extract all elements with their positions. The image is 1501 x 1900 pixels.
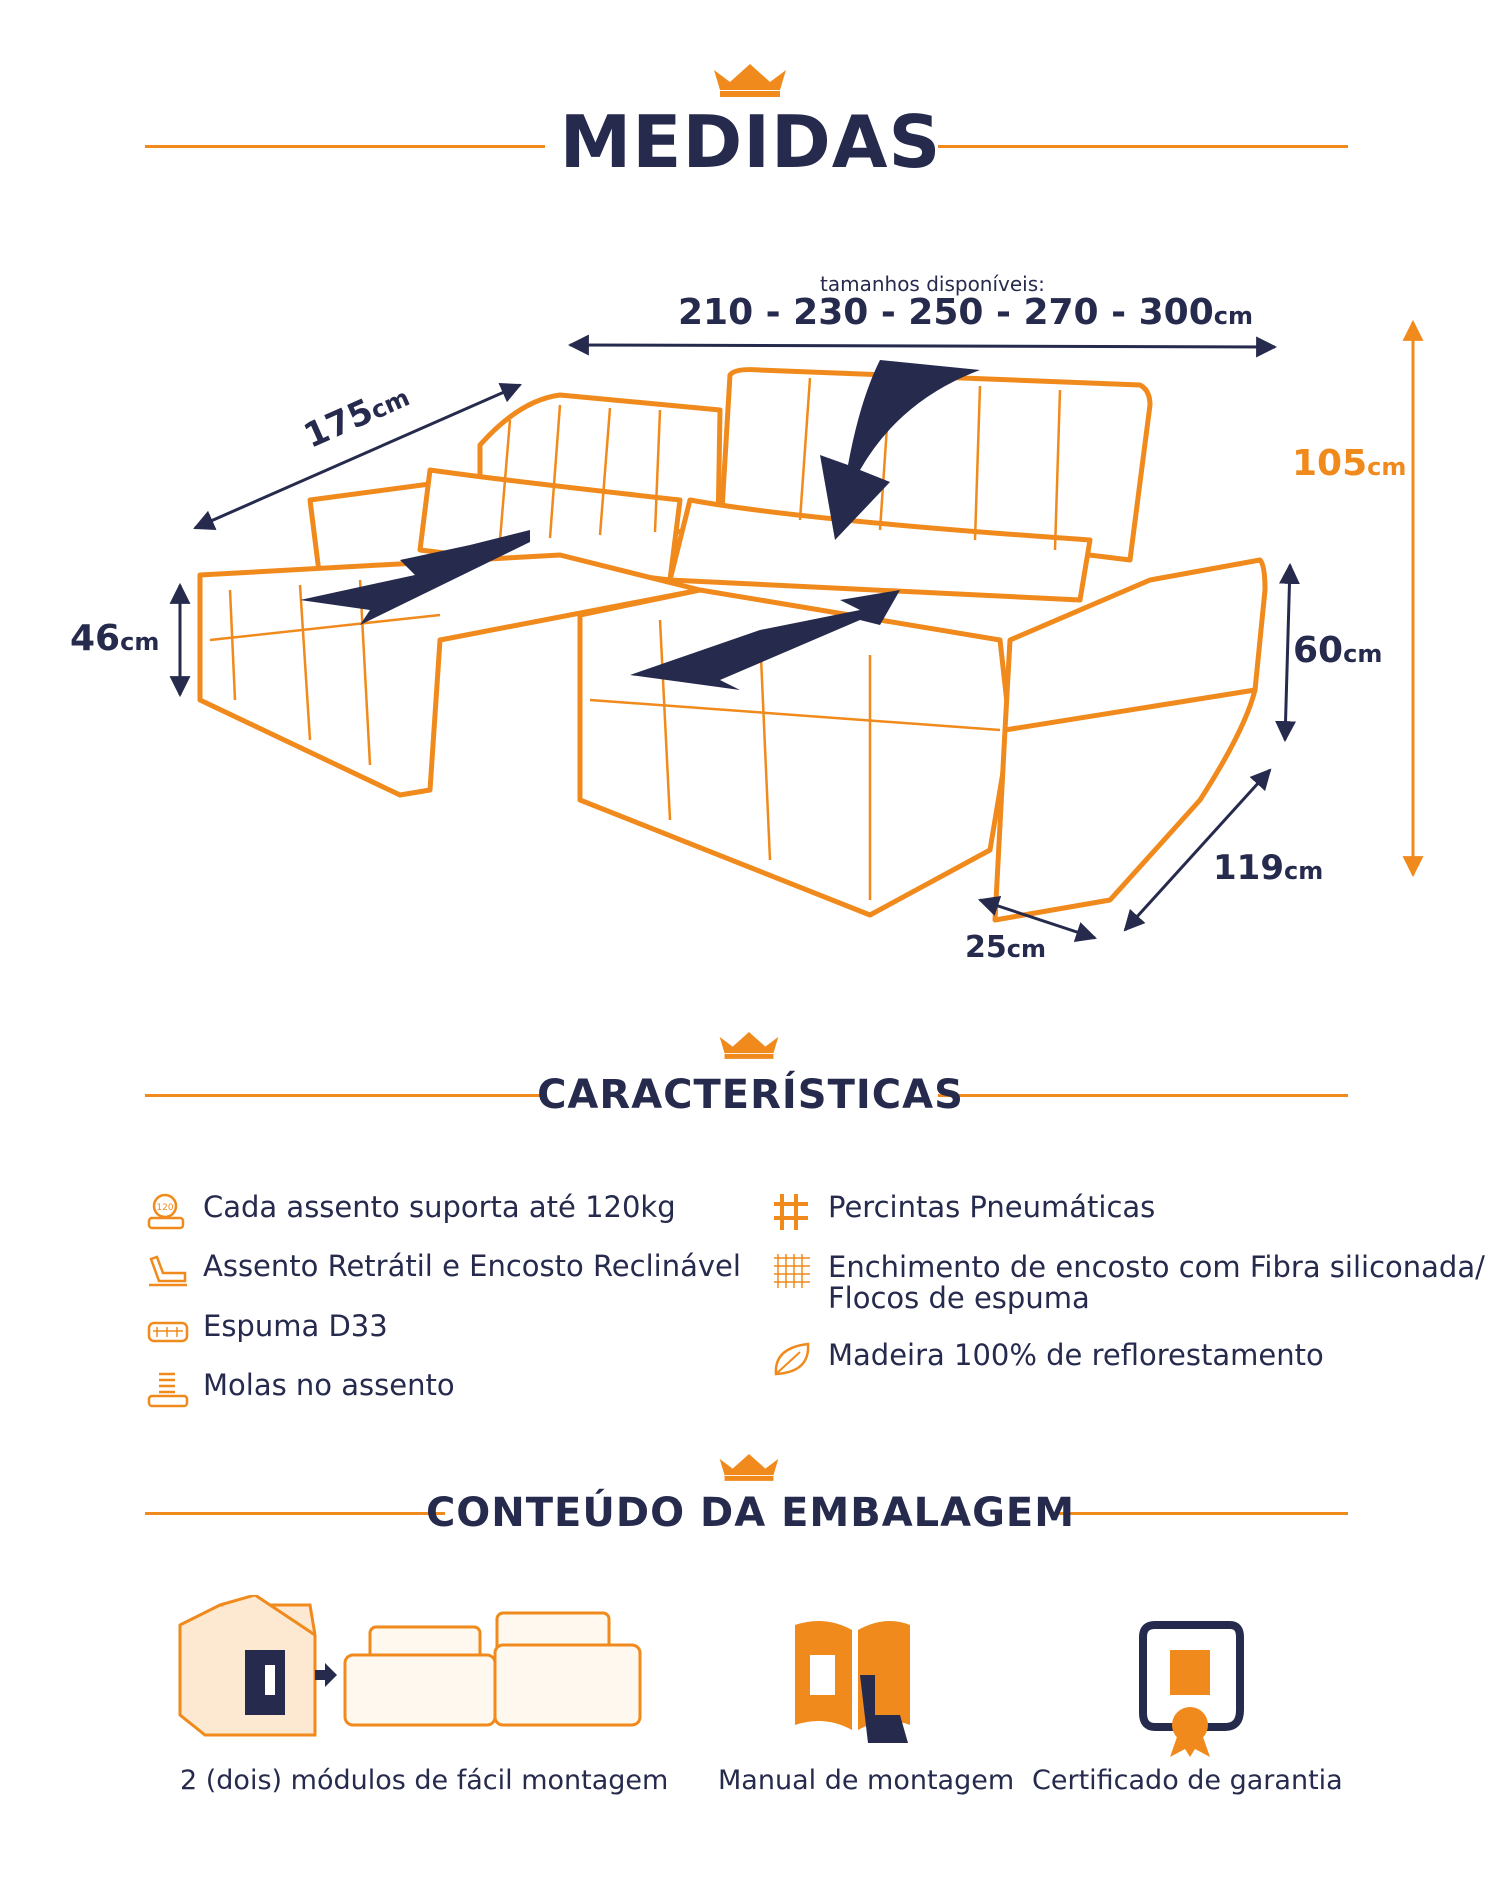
feature-item: [145, 1192, 676, 1232]
svg-text:120: 120: [156, 1203, 174, 1213]
foam-icon: [145, 1311, 191, 1351]
leaf-icon: [770, 1340, 816, 1380]
feature-label: Madeira 100% de reflorestamento: [828, 1338, 1324, 1372]
sizes-value: [678, 292, 1253, 333]
crown-icon: [718, 1452, 780, 1482]
dim-seat-height: [70, 618, 159, 659]
dim-arm-height-value: 60: [1293, 630, 1344, 671]
spring-icon: [145, 1370, 191, 1410]
embalagem-caption: Manual de montagem: [718, 1765, 1015, 1796]
box-modules-icon: [175, 1595, 645, 1740]
recliner-icon: [145, 1251, 191, 1291]
feature-item: [145, 1251, 741, 1291]
sofa-diagram: [0, 260, 1501, 1000]
weight-120kg-icon: [145, 1192, 191, 1232]
feature-label: Assento Retrátil e Encosto Reclinável: [203, 1249, 741, 1283]
dim-arm-height: [1293, 630, 1382, 671]
unit: cm: [1006, 935, 1046, 963]
unit: cm: [120, 628, 160, 656]
dim-chaise-value: 175: [298, 391, 380, 457]
dim-arm-width-value: 25: [965, 930, 1007, 965]
feature-label: Cada assento suporta até 120kg: [203, 1190, 676, 1224]
webbing-icon: [770, 1192, 816, 1232]
unit: cm: [1283, 857, 1324, 885]
sizes-label: tamanhos disponíveis:: [820, 272, 1045, 296]
dim-total-height: [1292, 443, 1406, 484]
unit: cm: [1367, 453, 1407, 481]
feature-label-line2: Flocos de espuma: [828, 1281, 1090, 1315]
certificate-icon: [1125, 1615, 1255, 1760]
dim-seat-height-value: 46: [70, 618, 121, 659]
feature-label: Espuma D33: [203, 1309, 388, 1343]
feature-item: [145, 1311, 388, 1351]
section-title: CARACTERÍSTICAS: [537, 1072, 964, 1118]
manual-icon: [790, 1615, 920, 1745]
unit: cm: [1343, 640, 1383, 668]
fiber-icon: [770, 1252, 816, 1292]
feature-item: [770, 1252, 1485, 1314]
embalagem-caption: Certificado de garantia: [1032, 1765, 1343, 1796]
feature-label: [828, 1252, 1485, 1314]
feature-label: Molas no assento: [203, 1368, 455, 1402]
dim-depth: [1213, 848, 1323, 888]
dim-total-height-value: 105: [1292, 443, 1368, 484]
unit: cm: [366, 383, 414, 425]
feature-item: [145, 1370, 455, 1410]
crown-icon: [712, 62, 788, 98]
sizes-numbers: 210 - 230 - 250 - 270 - 300: [678, 292, 1214, 333]
embalagem-caption: 2 (dois) módulos de fácil montagem: [180, 1765, 669, 1796]
feature-label: Percintas Pneumáticas: [828, 1190, 1156, 1224]
section-title: CONTEÚDO DA EMBALAGEM: [425, 1490, 1076, 1536]
feature-label-line1: Enchimento de encosto com Fibra siliconada/: [828, 1250, 1485, 1284]
unit: cm: [1213, 302, 1253, 330]
crown-icon: [718, 1030, 780, 1060]
dim-arm-width: [965, 930, 1046, 965]
dim-depth-value: 119: [1213, 848, 1284, 888]
feature-item: [770, 1340, 1324, 1380]
feature-item: [770, 1192, 1155, 1232]
page-title: MEDIDAS: [559, 100, 942, 184]
